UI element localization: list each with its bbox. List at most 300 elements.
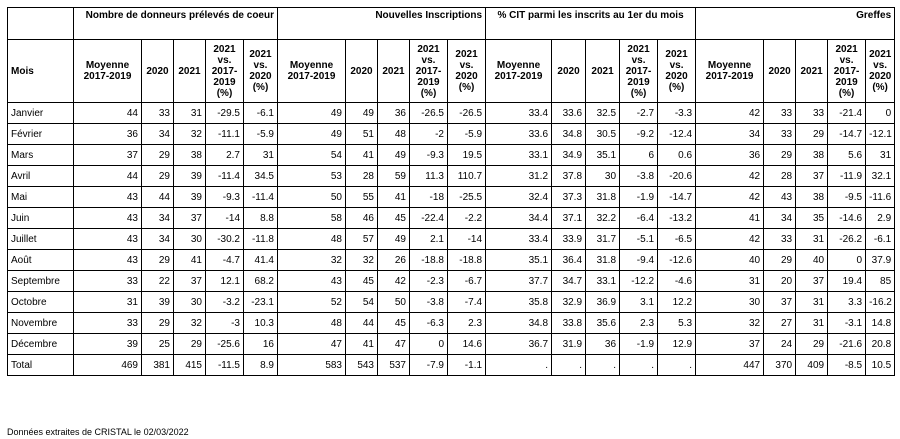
col-header-vs2020: 2021 vs. 2020 (%): [448, 40, 486, 103]
value-cell: 415: [174, 355, 206, 376]
value-cell: 40: [796, 250, 828, 271]
value-cell: 8.8: [244, 208, 278, 229]
value-cell: 110.7: [448, 166, 486, 187]
value-cell: .: [658, 355, 696, 376]
value-cell: -5.9: [244, 124, 278, 145]
value-cell: 27: [764, 313, 796, 334]
value-cell: 46: [346, 208, 378, 229]
value-cell: 42: [696, 187, 764, 208]
col-header-moy: Moyenne 2017-2019: [74, 40, 142, 103]
value-cell: 2.3: [620, 313, 658, 334]
corner-cell: [8, 8, 74, 40]
value-cell: 30: [174, 292, 206, 313]
value-cell: .: [552, 355, 586, 376]
value-cell: 31.9: [552, 334, 586, 355]
value-cell: 42: [696, 166, 764, 187]
month-cell: Mai: [8, 187, 74, 208]
value-cell: -5.1: [620, 229, 658, 250]
value-cell: 55: [346, 187, 378, 208]
value-cell: 44: [142, 187, 174, 208]
value-cell: -12.1: [866, 124, 895, 145]
value-cell: 30: [586, 166, 620, 187]
value-cell: 41: [346, 334, 378, 355]
value-cell: 32.2: [586, 208, 620, 229]
value-cell: 32.1: [866, 166, 895, 187]
value-cell: 34.8: [486, 313, 552, 334]
value-cell: 32: [174, 124, 206, 145]
value-cell: 52: [278, 292, 346, 313]
value-cell: 41: [378, 187, 410, 208]
value-cell: 41.4: [244, 250, 278, 271]
table-row: [8, 355, 895, 376]
value-cell: 33.4: [486, 229, 552, 250]
value-cell: 38: [796, 145, 828, 166]
value-cell: -12.2: [620, 271, 658, 292]
value-cell: 14.6: [448, 334, 486, 355]
value-cell: 29: [796, 124, 828, 145]
value-cell: 3.3: [828, 292, 866, 313]
col-header-y2020: 2020: [142, 40, 174, 103]
value-cell: 28: [346, 166, 378, 187]
value-cell: 28: [764, 166, 796, 187]
value-cell: 42: [378, 271, 410, 292]
value-cell: -3.8: [620, 166, 658, 187]
value-cell: 537: [378, 355, 410, 376]
value-cell: 34.8: [552, 124, 586, 145]
value-cell: -2.7: [620, 103, 658, 124]
column-header-row: [8, 40, 895, 103]
value-cell: -8.5: [828, 355, 866, 376]
value-cell: 37: [174, 208, 206, 229]
value-cell: 43: [278, 271, 346, 292]
value-cell: -5.9: [448, 124, 486, 145]
value-cell: -16.2: [866, 292, 895, 313]
table-body: [8, 103, 895, 376]
value-cell: -23.1: [244, 292, 278, 313]
value-cell: 35: [796, 208, 828, 229]
value-cell: -9.4: [620, 250, 658, 271]
value-cell: 2.7: [206, 145, 244, 166]
value-cell: 34: [142, 208, 174, 229]
value-cell: 39: [174, 166, 206, 187]
value-cell: 469: [74, 355, 142, 376]
value-cell: .: [620, 355, 658, 376]
value-cell: 19.5: [448, 145, 486, 166]
table-row: [8, 208, 895, 229]
col-header-vs1719: 2021 vs. 2017-2019 (%): [410, 40, 448, 103]
value-cell: -1.9: [620, 187, 658, 208]
value-cell: 34: [696, 124, 764, 145]
value-cell: 10.3: [244, 313, 278, 334]
value-cell: 48: [278, 313, 346, 334]
value-cell: 30.5: [586, 124, 620, 145]
value-cell: 16: [244, 334, 278, 355]
month-cell: Juillet: [8, 229, 74, 250]
value-cell: -26.5: [448, 103, 486, 124]
group-donneurs-header: Nombre de donneurs prélevés de coeur: [74, 8, 278, 40]
value-cell: 31.2: [486, 166, 552, 187]
value-cell: 68.2: [244, 271, 278, 292]
table-row: [8, 271, 895, 292]
value-cell: -2.3: [410, 271, 448, 292]
value-cell: 34.7: [552, 271, 586, 292]
value-cell: 34.9: [552, 145, 586, 166]
month-cell: Mars: [8, 145, 74, 166]
value-cell: 31: [696, 271, 764, 292]
value-cell: 38: [796, 187, 828, 208]
value-cell: 43: [74, 229, 142, 250]
value-cell: -1.1: [448, 355, 486, 376]
value-cell: 39: [142, 292, 174, 313]
value-cell: -2.2: [448, 208, 486, 229]
value-cell: -18.8: [448, 250, 486, 271]
value-cell: 20.8: [866, 334, 895, 355]
col-header-vs2020: 2021 vs. 2020 (%): [866, 40, 895, 103]
value-cell: 32.4: [486, 187, 552, 208]
col-header-moy: Moyenne 2017-2019: [696, 40, 764, 103]
value-cell: 29: [142, 250, 174, 271]
value-cell: 8.9: [244, 355, 278, 376]
value-cell: 44: [74, 166, 142, 187]
value-cell: 42: [696, 229, 764, 250]
group-cit-header: % CIT parmi les inscrits au 1er du mois: [486, 8, 696, 40]
value-cell: 29: [796, 334, 828, 355]
value-cell: 12.9: [658, 334, 696, 355]
value-cell: -30.2: [206, 229, 244, 250]
value-cell: 2.3: [448, 313, 486, 334]
value-cell: -14.7: [658, 187, 696, 208]
value-cell: 40: [696, 250, 764, 271]
value-cell: 43: [74, 187, 142, 208]
month-cell: Novembre: [8, 313, 74, 334]
value-cell: 36.7: [486, 334, 552, 355]
value-cell: 31: [74, 292, 142, 313]
value-cell: -6.5: [658, 229, 696, 250]
col-header-y2021: 2021: [796, 40, 828, 103]
table-row: [8, 229, 895, 250]
value-cell: 12.1: [206, 271, 244, 292]
value-cell: 12.2: [658, 292, 696, 313]
value-cell: 37: [796, 166, 828, 187]
value-cell: .: [486, 355, 552, 376]
value-cell: -21.6: [828, 334, 866, 355]
value-cell: 19.4: [828, 271, 866, 292]
value-cell: 34.4: [486, 208, 552, 229]
value-cell: -11.6: [866, 187, 895, 208]
value-cell: 49: [278, 124, 346, 145]
table-row: [8, 250, 895, 271]
col-header-vs2020: 2021 vs. 2020 (%): [658, 40, 696, 103]
value-cell: -14.6: [828, 208, 866, 229]
value-cell: 35.1: [486, 250, 552, 271]
value-cell: -18: [410, 187, 448, 208]
value-cell: 45: [378, 208, 410, 229]
value-cell: 34: [142, 229, 174, 250]
value-cell: 37: [796, 271, 828, 292]
value-cell: 14.8: [866, 313, 895, 334]
value-cell: 34: [764, 208, 796, 229]
value-cell: 32.9: [552, 292, 586, 313]
value-cell: -29.5: [206, 103, 244, 124]
col-header-y2021: 2021: [586, 40, 620, 103]
value-cell: 35.1: [586, 145, 620, 166]
value-cell: 31.7: [586, 229, 620, 250]
value-cell: 29: [142, 145, 174, 166]
value-cell: 0: [828, 250, 866, 271]
value-cell: .: [586, 355, 620, 376]
value-cell: 36: [378, 103, 410, 124]
value-cell: 29: [764, 145, 796, 166]
value-cell: 543: [346, 355, 378, 376]
table-row: [8, 313, 895, 334]
value-cell: -14: [206, 208, 244, 229]
value-cell: 32: [278, 250, 346, 271]
value-cell: 43: [74, 250, 142, 271]
value-cell: 49: [378, 229, 410, 250]
value-cell: 33: [74, 271, 142, 292]
group-header-row: [8, 8, 895, 40]
value-cell: 33: [142, 103, 174, 124]
value-cell: -20.6: [658, 166, 696, 187]
value-cell: 37.9: [866, 250, 895, 271]
value-cell: 33.1: [486, 145, 552, 166]
group-greffes-header: Greffes: [696, 8, 895, 40]
value-cell: 39: [174, 187, 206, 208]
value-cell: -11.5: [206, 355, 244, 376]
group-inscriptions-header: Nouvelles Inscriptions: [278, 8, 486, 40]
value-cell: 33.8: [552, 313, 586, 334]
value-cell: 37: [174, 271, 206, 292]
month-cell: Juin: [8, 208, 74, 229]
value-cell: 34: [142, 124, 174, 145]
value-cell: 33.6: [552, 103, 586, 124]
value-cell: 31: [796, 229, 828, 250]
value-cell: -21.4: [828, 103, 866, 124]
value-cell: 43: [74, 208, 142, 229]
value-cell: 36.9: [586, 292, 620, 313]
value-cell: 32: [174, 313, 206, 334]
value-cell: 36: [696, 145, 764, 166]
value-cell: 41: [696, 208, 764, 229]
value-cell: 33.4: [486, 103, 552, 124]
month-cell: Septembre: [8, 271, 74, 292]
value-cell: 33.6: [486, 124, 552, 145]
col-header-y2021: 2021: [174, 40, 206, 103]
value-cell: -11.4: [244, 187, 278, 208]
value-cell: -25.6: [206, 334, 244, 355]
value-cell: 29: [174, 334, 206, 355]
value-cell: -11.1: [206, 124, 244, 145]
value-cell: 50: [278, 187, 346, 208]
col-header-moy: Moyenne 2017-2019: [486, 40, 552, 103]
value-cell: -13.2: [658, 208, 696, 229]
month-cell: Août: [8, 250, 74, 271]
value-cell: -3.1: [828, 313, 866, 334]
value-cell: 33.1: [586, 271, 620, 292]
value-cell: 35.6: [586, 313, 620, 334]
report-container: [7, 7, 894, 437]
value-cell: 37.3: [552, 187, 586, 208]
value-cell: 35.8: [486, 292, 552, 313]
col-header-y2021: 2021: [378, 40, 410, 103]
value-cell: -22.4: [410, 208, 448, 229]
col-header-vs2020: 2021 vs. 2020 (%): [244, 40, 278, 103]
value-cell: 45: [346, 271, 378, 292]
value-cell: 34.5: [244, 166, 278, 187]
monthly-stats-table: [7, 7, 895, 376]
col-header-vs1719: 2021 vs. 2017-2019 (%): [206, 40, 244, 103]
value-cell: 31.8: [586, 187, 620, 208]
table-row: [8, 124, 895, 145]
month-cell: Octobre: [8, 292, 74, 313]
value-cell: -25.5: [448, 187, 486, 208]
value-cell: -14.7: [828, 124, 866, 145]
value-cell: 85: [866, 271, 895, 292]
value-cell: 2.1: [410, 229, 448, 250]
value-cell: -3: [206, 313, 244, 334]
value-cell: 54: [278, 145, 346, 166]
month-cell: Avril: [8, 166, 74, 187]
month-cell: Décembre: [8, 334, 74, 355]
value-cell: 53: [278, 166, 346, 187]
value-cell: 33.9: [552, 229, 586, 250]
value-cell: -14: [448, 229, 486, 250]
value-cell: 0: [410, 334, 448, 355]
value-cell: 36.4: [552, 250, 586, 271]
value-cell: 447: [696, 355, 764, 376]
value-cell: -12.4: [658, 124, 696, 145]
value-cell: 58: [278, 208, 346, 229]
value-cell: -18.8: [410, 250, 448, 271]
value-cell: -3.3: [658, 103, 696, 124]
value-cell: 44: [346, 313, 378, 334]
value-cell: -3.8: [410, 292, 448, 313]
value-cell: 39: [74, 334, 142, 355]
value-cell: 45: [378, 313, 410, 334]
value-cell: 5.6: [828, 145, 866, 166]
value-cell: 42: [696, 103, 764, 124]
col-header-vs1719: 2021 vs. 2017-2019 (%): [620, 40, 658, 103]
col-header-y2020: 2020: [346, 40, 378, 103]
value-cell: 409: [796, 355, 828, 376]
col-header-y2020: 2020: [552, 40, 586, 103]
value-cell: -26.2: [828, 229, 866, 250]
value-cell: 2.9: [866, 208, 895, 229]
value-cell: -9.5: [828, 187, 866, 208]
value-cell: -26.5: [410, 103, 448, 124]
value-cell: 38: [174, 145, 206, 166]
value-cell: 31.8: [586, 250, 620, 271]
value-cell: 31: [796, 313, 828, 334]
value-cell: 6: [620, 145, 658, 166]
month-cell: Janvier: [8, 103, 74, 124]
month-cell: Février: [8, 124, 74, 145]
value-cell: 20: [764, 271, 796, 292]
value-cell: 37: [74, 145, 142, 166]
value-cell: -6.4: [620, 208, 658, 229]
value-cell: 31: [244, 145, 278, 166]
value-cell: -6.7: [448, 271, 486, 292]
value-cell: 36: [74, 124, 142, 145]
value-cell: 59: [378, 166, 410, 187]
value-cell: -4.7: [206, 250, 244, 271]
value-cell: 10.5: [866, 355, 895, 376]
value-cell: 49: [278, 103, 346, 124]
col-header-vs1719: 2021 vs. 2017-2019 (%): [828, 40, 866, 103]
table-row: [8, 187, 895, 208]
value-cell: 32: [346, 250, 378, 271]
value-cell: -7.9: [410, 355, 448, 376]
value-cell: 33: [74, 313, 142, 334]
value-cell: 37.8: [552, 166, 586, 187]
month-cell: Total: [8, 355, 74, 376]
value-cell: 48: [278, 229, 346, 250]
value-cell: 36: [586, 334, 620, 355]
value-cell: 0.6: [658, 145, 696, 166]
table-row: [8, 145, 895, 166]
value-cell: 370: [764, 355, 796, 376]
value-cell: 57: [346, 229, 378, 250]
value-cell: 32: [696, 313, 764, 334]
value-cell: -6.1: [244, 103, 278, 124]
value-cell: 33: [796, 103, 828, 124]
table-row: [8, 292, 895, 313]
table-row: [8, 166, 895, 187]
table-row: [8, 103, 895, 124]
value-cell: 33: [764, 229, 796, 250]
value-cell: 381: [142, 355, 174, 376]
value-cell: -9.3: [206, 187, 244, 208]
value-cell: 49: [346, 103, 378, 124]
value-cell: 24: [764, 334, 796, 355]
value-cell: 54: [346, 292, 378, 313]
value-cell: 48: [378, 124, 410, 145]
value-cell: 33: [764, 124, 796, 145]
value-cell: 0: [866, 103, 895, 124]
value-cell: -11.4: [206, 166, 244, 187]
footnote: Données extraites de CRISTAL le 02/03/2022: [7, 427, 189, 437]
value-cell: 41: [346, 145, 378, 166]
value-cell: 49: [378, 145, 410, 166]
value-cell: 37.7: [486, 271, 552, 292]
value-cell: 44: [74, 103, 142, 124]
value-cell: -11.9: [828, 166, 866, 187]
value-cell: 47: [378, 334, 410, 355]
col-header-y2020: 2020: [764, 40, 796, 103]
value-cell: 31: [174, 103, 206, 124]
value-cell: -6.3: [410, 313, 448, 334]
value-cell: 37: [764, 292, 796, 313]
value-cell: 22: [142, 271, 174, 292]
value-cell: -11.8: [244, 229, 278, 250]
value-cell: 51: [346, 124, 378, 145]
value-cell: 11.3: [410, 166, 448, 187]
value-cell: 33: [764, 103, 796, 124]
value-cell: -4.6: [658, 271, 696, 292]
value-cell: 5.3: [658, 313, 696, 334]
value-cell: 43: [764, 187, 796, 208]
value-cell: 31: [866, 145, 895, 166]
value-cell: 37.1: [552, 208, 586, 229]
value-cell: -3.2: [206, 292, 244, 313]
value-cell: 50: [378, 292, 410, 313]
value-cell: 41: [174, 250, 206, 271]
mois-header: Mois: [8, 40, 74, 103]
table-row: [8, 334, 895, 355]
value-cell: 30: [696, 292, 764, 313]
col-header-moy: Moyenne 2017-2019: [278, 40, 346, 103]
value-cell: 3.1: [620, 292, 658, 313]
